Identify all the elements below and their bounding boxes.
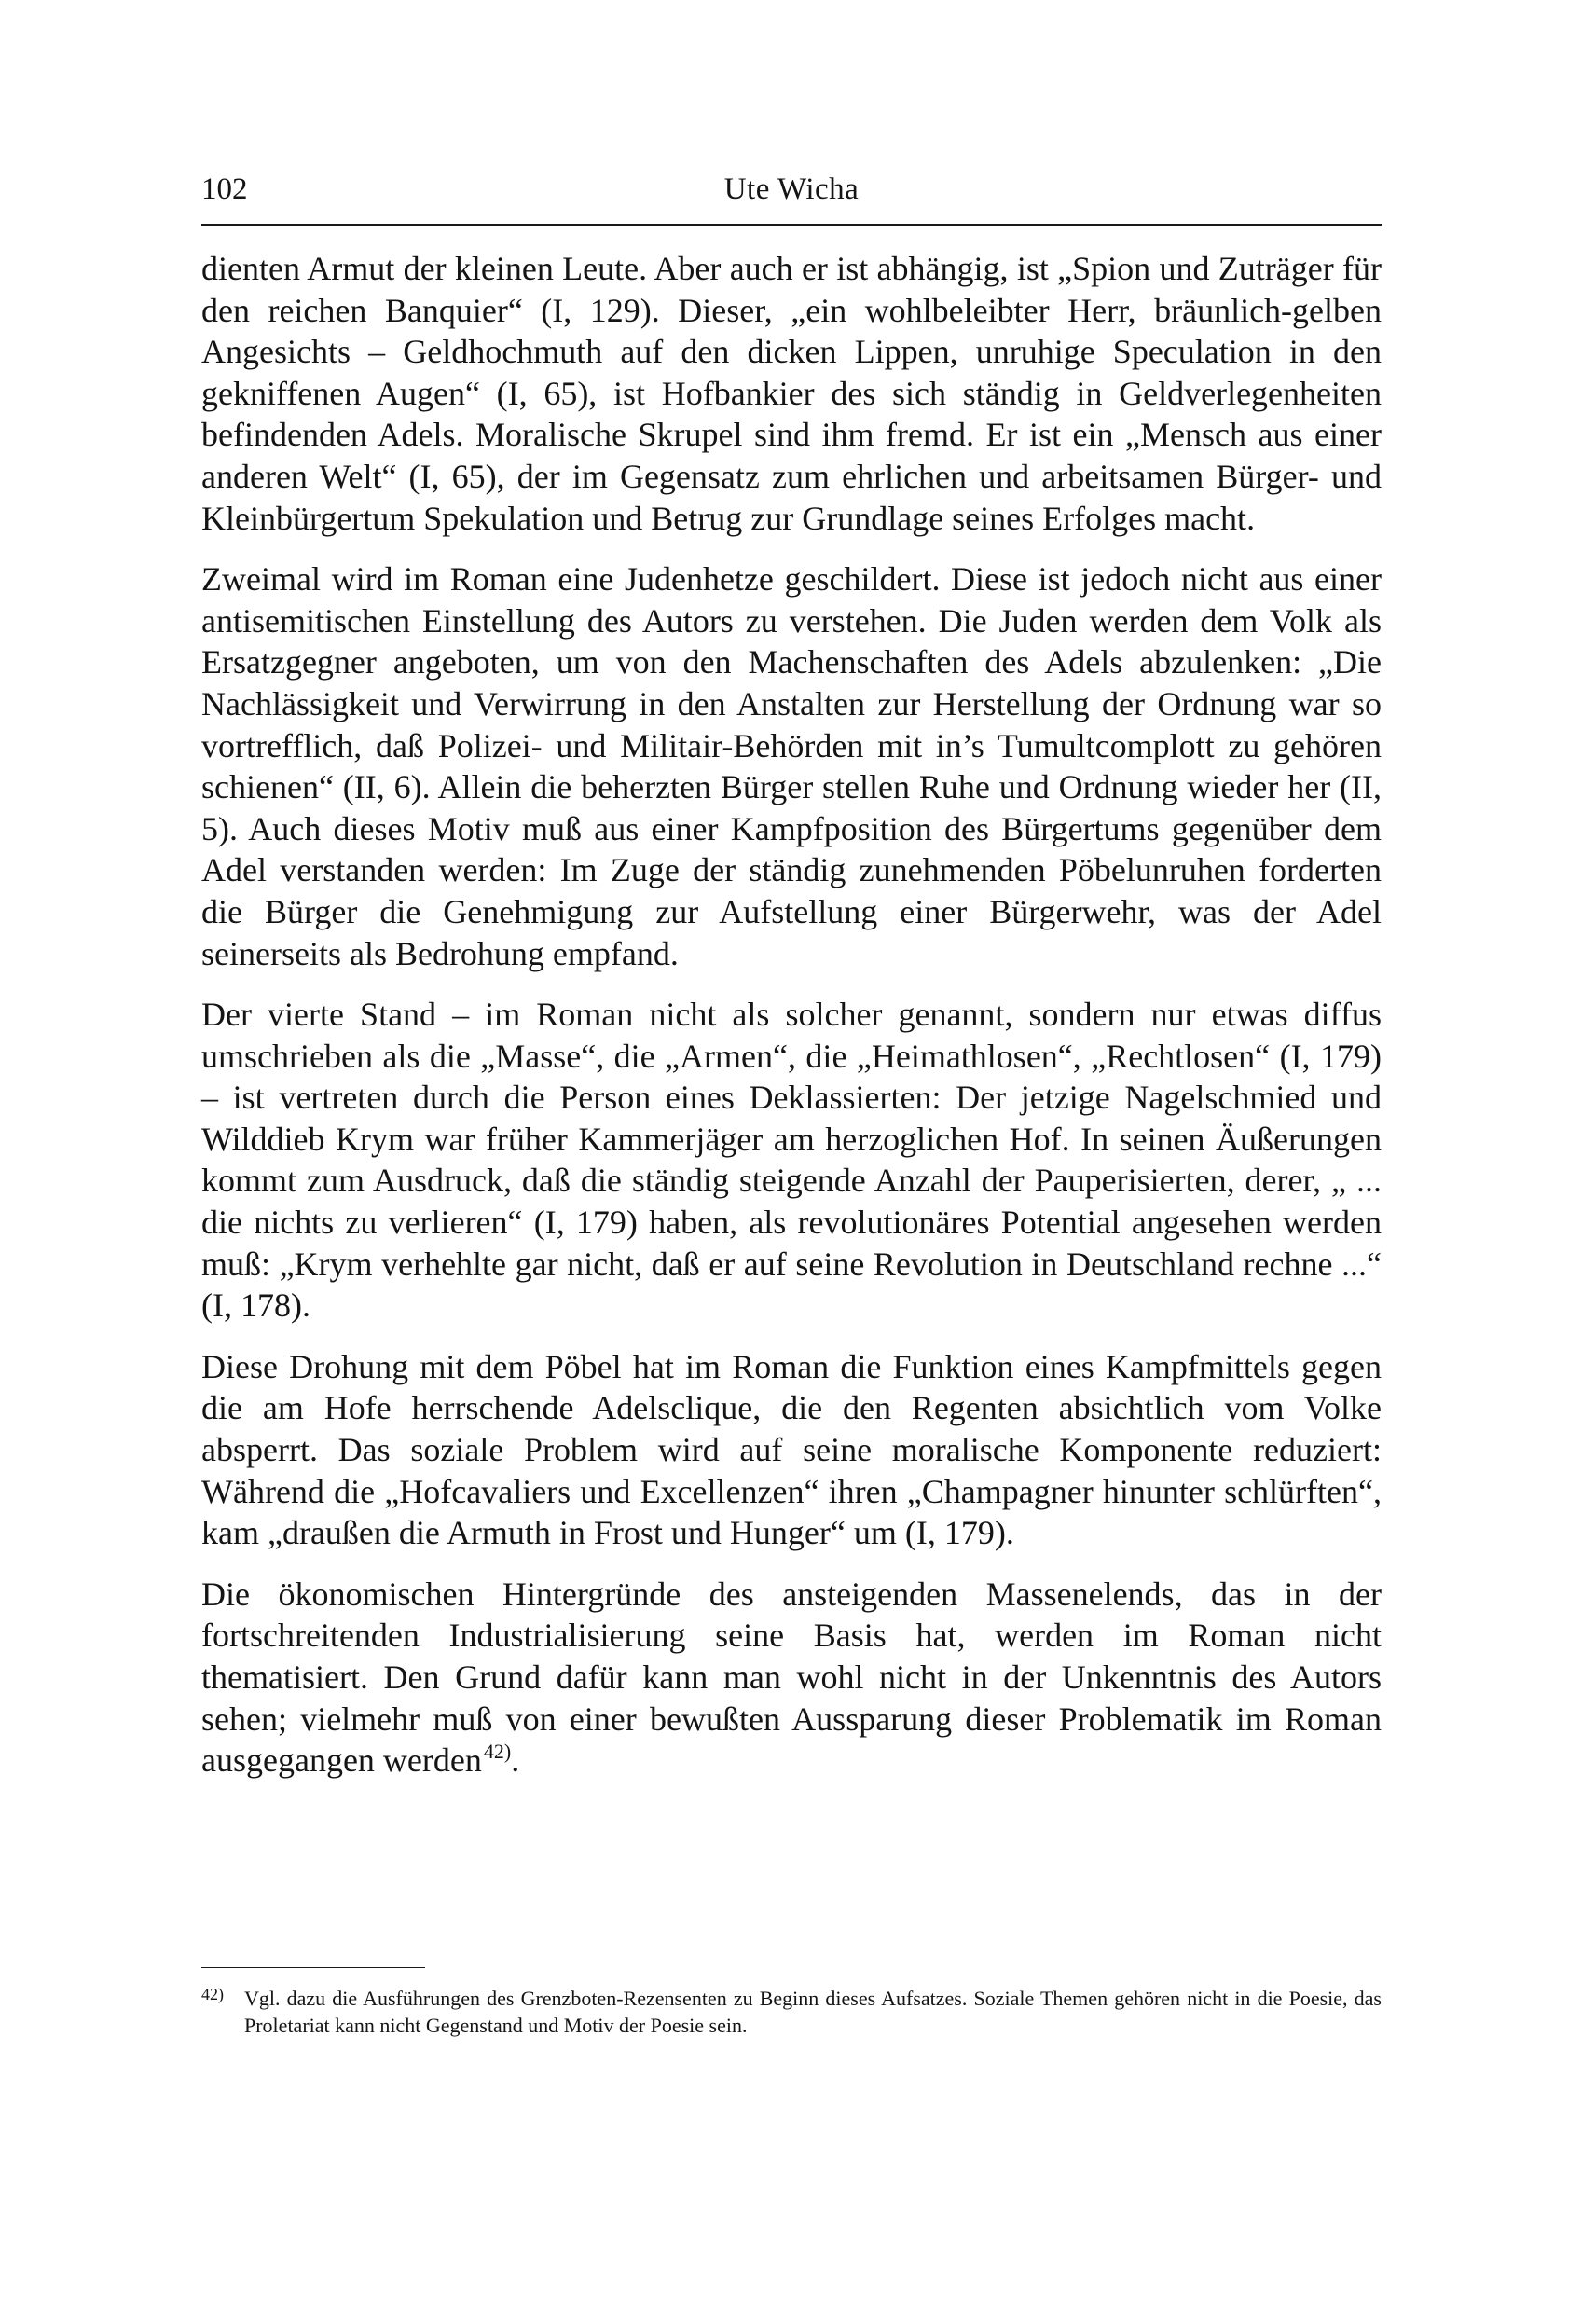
- paragraph-3: Der vierte Stand – im Roman nicht als solcher genannt, sondern nur etwas diffus umschrieben als die „Masse“, die „Armen“, die „Heimathlosen“, „Rechtlosen“ (I, 179) – ist vertreten durch die Person eines Deklassierten: Der jetzige Nagelschmied und Wilddieb Krym war früher Kammerjäger am herzoglichen Hof. In seinen Äußerungen kommt zum Ausdruck, daß die ständig steigende Anzahl der Pauperisierten, derer, „ ... die nichts zu verlieren“ (I, 179) haben, als revolutionäres Potential angesehen werden muß: „Krym verhehlte gar nicht, daß er auf seine Revolution in Deutschland rechne ...“ (I, 178).: [201, 996, 1382, 1325]
- page-header: [201, 166, 1382, 213]
- paragraph-4: Diese Drohung mit dem Pöbel hat im Roman die Funktion eines Kampfmittels gegen die am Hofe herrschende Adelsclique, die den Regenten absichtlich vom Volke absperrt. Das soziale Problem wird auf seine moralische Komponente reduziert: Während die „Hofcavaliers und Excellenzen“ ihren „Champagner hinunter schlürften“, kam „draußen die Armuth in Frost und Hunger“ um (I, 179).: [201, 1347, 1382, 1552]
- page-number: 102: [201, 172, 248, 206]
- footnote-mark: 42): [201, 1985, 224, 2003]
- body-text: [201, 248, 1382, 1782]
- paragraph-5: [201, 1574, 1382, 1782]
- paragraph-5-text: Die ökonomischen Hintergründe des ansteigenden Massenelends, das in der fortschreitenden Industrialisierung seine Basis hat, werden im Roman nicht thematisiert. Den Grund dafür kann man wohl nicht in der Unkenntnis des Autors sehen; vielmehr muß von einer bewußten Aussparung dieser Problematik im Roman ausgegangen werden: [201, 1575, 1382, 1780]
- footnote-text: Vgl. dazu die Ausführungen des Grenzboten-Rezensenten zu Beginn dieses Aufsatzes. Soziale Themen gehören nicht in die Poesie, das Proletariat kann nicht Gegenstand und Motiv der Poesie sein.: [244, 1987, 1382, 2037]
- paragraph-2: Zweimal wird im Roman eine Judenhetze geschildert. Diese ist jedoch nicht aus einer antisemitischen Einstellung des Autors zu verstehen. Die Juden werden dem Volk als Ersatzgegner angeboten, um von den Machenschaften des Adels abzulenken: „Die Nachlässigkeit und Verwirrung in den Anstalten zur Herstellung der Ordnung war so vortrefflich, daß Polizei- und Militair-Behörden mit in’s Tumultcomplott zu gehören schienen“ (II, 6). Allein die beherzten Bürger stellen Ruhe und Ordnung wieder her (II, 5). Auch dieses Motiv muß aus einer Kampfposition des Bürgertums gegenüber dem Adel verstanden werden: Im Zuge der ständig zunehmenden Pöbelunruhen forderten die Bürger die Genehmigung zur Aufstellung einer Bürgerwehr, was der Adel seinerseits als Bedrohung empfand.: [201, 560, 1382, 972]
- paragraph-5-tail: .: [511, 1741, 520, 1780]
- paragraph-1: dienten Armut der kleinen Leute. Aber auch er ist abhängig, ist „Spion und Zuträger für den reichen Banquier“ (I, 129). Dieser, „ein wohlbeleibter Herr, bräunlich-gelben Angesichts – Geldhochmuth auf den dicken Lippen, unruhige Speculation in den gekniffenen Augen“ (I, 65), ist Hofbankier des sich ständig in Geldverlegenheiten befindenden Adels. Moralische Skrupel sind ihm fremd. Er ist ein „Mensch aus einer anderen Welt“ (I, 65), der im Gegensatz zum ehrlichen und arbeitsamen Bürger- und Kleinbürgertum Spekulation und Betrug zur Grundlage seines Erfolges macht.: [201, 250, 1382, 537]
- footnote-reference[interactable]: 42): [483, 1740, 512, 1764]
- footnote-rule: [201, 1967, 425, 1968]
- running-head: Ute Wicha: [723, 172, 860, 206]
- header-rule: [201, 224, 1382, 226]
- footnote: [201, 1985, 1382, 2039]
